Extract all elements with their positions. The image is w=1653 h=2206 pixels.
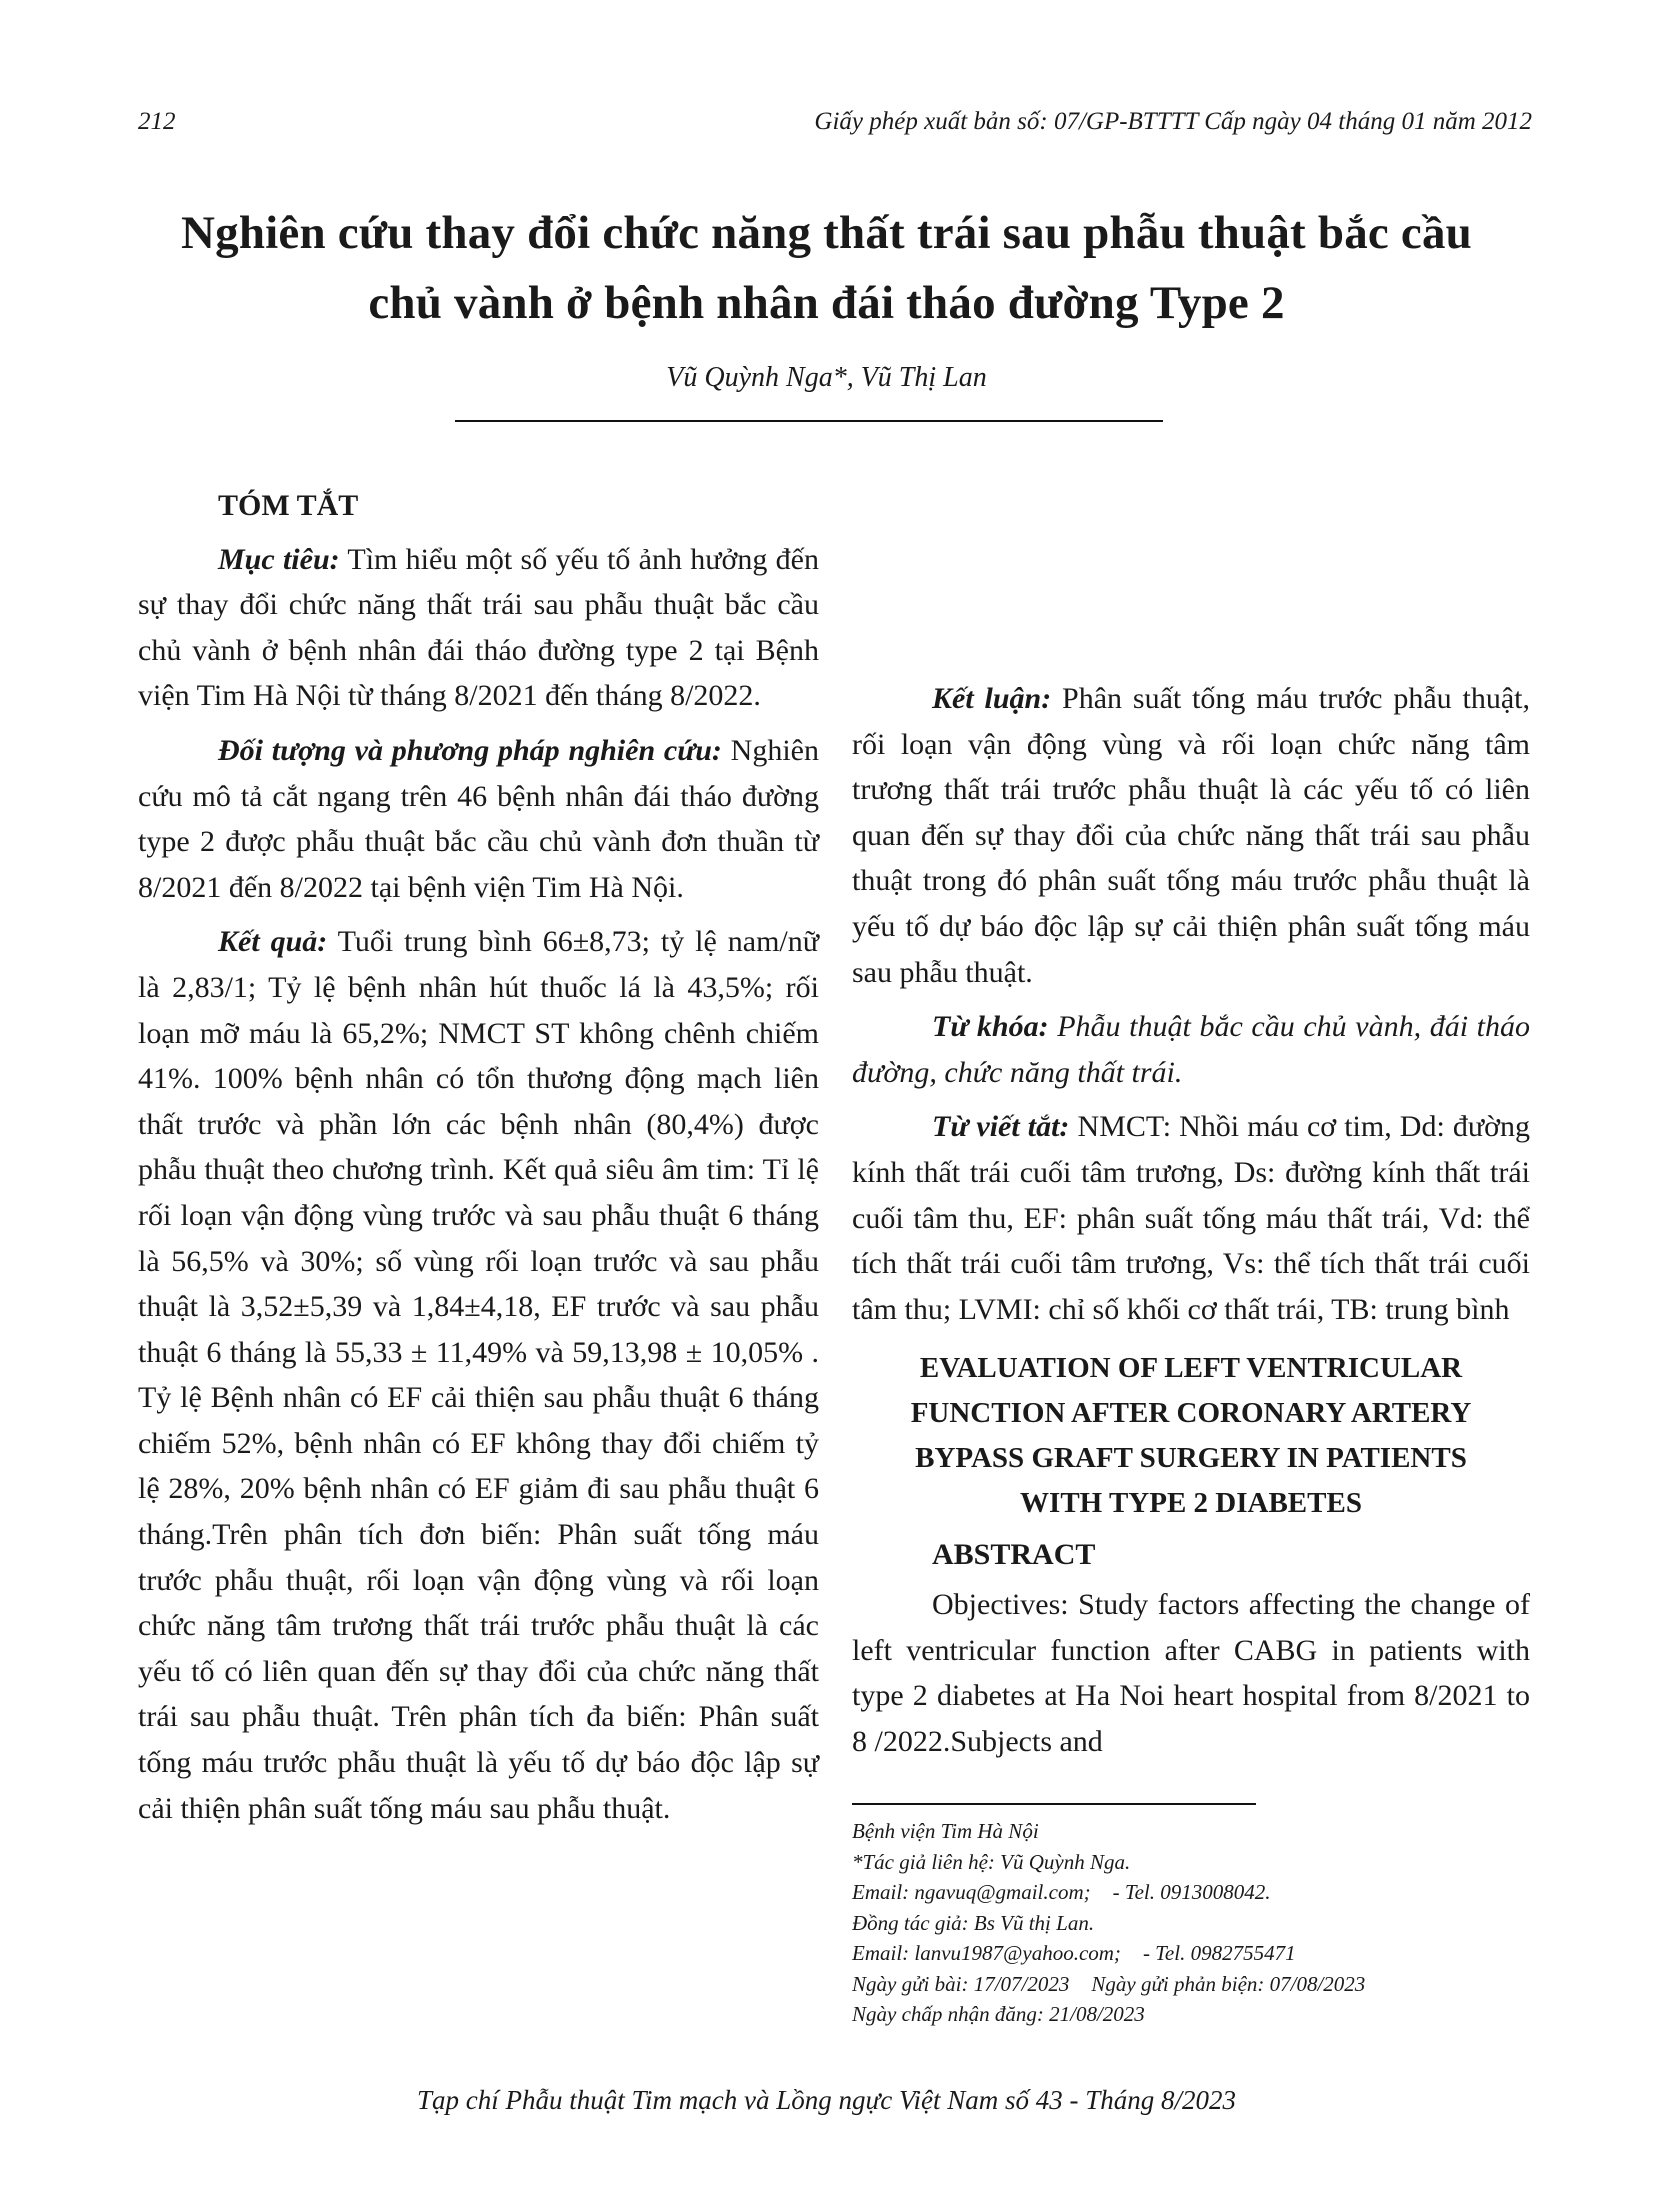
- english-title-line-2: FUNCTION AFTER CORONARY ARTERY: [910, 1397, 1472, 1430]
- affiliation: Bệnh viện Tim Hà Nội: [852, 1819, 1039, 1843]
- tel-2: - Tel. 0982755471: [1142, 1941, 1296, 1965]
- reviewed-date: Ngày gửi phản biện: 07/08/2023: [1091, 1971, 1366, 1996]
- methods-label: Đối tượng và phương pháp nghiên cứu:: [218, 733, 722, 767]
- conclusion-label: Kết luận:: [932, 682, 1052, 715]
- methods-paragraph: [138, 728, 819, 910]
- abstract-paragraph: Objectives: Study factors affecting the change of left ventricular function after CABG in patients with type 2 diabetes at Ha Noi heart hospital from 8/2021 to 8 /2022.Subjects and: [852, 1587, 1530, 1758]
- results-label: Kết quả:: [218, 925, 328, 959]
- coauthor: Đồng tác giả: Bs Vũ thị Lan.: [852, 1910, 1095, 1935]
- title-line-2: chủ vành ở bệnh nhân đái tháo đường Type 2: [368, 277, 1285, 329]
- keywords-label: Từ khóa:: [932, 1010, 1049, 1044]
- abstract-heading: ABSTRACT: [932, 1538, 1096, 1572]
- title-line-1: Nghiên cứu thay đổi chức năng thất trái sau phẫu thuật bắc cầu: [180, 207, 1472, 259]
- submitted-date: Ngày gửi bài: 17/07/2023: [852, 1971, 1070, 1996]
- abbreviations-text: NMCT: Nhồi máu cơ tim, Dd: đường kính thất trái cuối tâm trương, Ds: đường kính thất trái cuối tâm thu, EF: phân suất tống máu thất trái, Vd: thể tích thất trái cuối tâm trương, Vs: thể tích thất trái cuối tâm thu; LVMI: chỉ số khối cơ thất trái, TB: trung bình: [852, 1110, 1531, 1326]
- right-column: [852, 478, 1530, 1764]
- contact-line-2: [852, 1938, 1552, 1969]
- conclusion-text: Phân suất tống máu trước phẫu thuật, rối loạn vận động vùng và rối loạn chức năng tâm trương thất trái trước phẫu thuật là các yếu tố có liên quan đến sự thay đổi của chức năng thất trái sau phẫu thuật trong đó phân suất tống máu trước phẫu thuật là yếu tố dự báo độc lập sự cải thiện phân suất tống máu sau phẫu thuật.: [852, 682, 1530, 989]
- english-title-line-4: WITH TYPE 2 DIABETES: [1020, 1487, 1362, 1520]
- page-number: 212: [138, 108, 176, 135]
- journal-footer: Tạp chí Phẫu thuật Tim mạch và Lồng ngực Việt Nam số 43 - Tháng 8/2023: [417, 2085, 1236, 2115]
- objective-label: Mục tiêu:: [218, 542, 340, 576]
- footnotes: [852, 1816, 1552, 2030]
- footnote-divider: [852, 1803, 1256, 1805]
- results-text: Tuổi trung bình 66±8,73; tỷ lệ nam/nữ là 2,83/1; Tỷ lệ bệnh nhân hút thuốc lá là 43,5%; rối loạn mỡ máu là 65,2%; NMCT ST không chênh chiếm 41%. 100% bệnh nhân có tổn thương động mạch liên thất trước và phần lớn các bệnh nhân (80,4%) được phẫu thuật theo chương trình. Kết quả siêu âm tim: Tỉ lệ rối loạn vận động vùng trước và sau phẫu thuật 6 tháng là 56,5% và 30%; số vùng rối loạn trước và sau phẫu thuật là 3,52±5,39 và 1,84±4,18, EF trước và sau phẫu thuật 6 tháng là 55,33 ± 11,49% và 59,13,98 ± 10,05% . Tỷ lệ Bệnh nhân có EF cải thiện sau phẫu thuật 6 tháng chiếm 52%, bệnh nhân có EF không thay đổi chiếm tỷ lệ 28%, 20% bệnh nhân có EF giảm đi sau phẫu thuật 6 tháng.Trên phân tích đơn biến: Phân suất tống máu trước phẫu thuật, rối loạn vận động vùng và rối loạn chức năng tâm trương thất trái trước phẫu thuật là các yếu tố có liên quan đến sự thay đổi của chức năng thất trái sau phẫu thuật. Trên phân tích đa biến: Phân suất tống máu trước phẫu thuật là yếu tố dự báo độc lập sự cải thiện phân suất tống máu sau phẫu thuật.: [138, 925, 819, 1825]
- conclusion-paragraph: [852, 676, 1530, 995]
- keywords-paragraph: [852, 1004, 1530, 1095]
- license-line: Giấy phép xuất bản số: 07/GP-BTTTT Cấp ngày 04 tháng 01 năm 2012: [814, 108, 1532, 135]
- author-divider: [455, 420, 1163, 422]
- objective-text: Tìm hiểu một số yếu tố ảnh hưởng đến sự thay đổi chức năng thất trái sau phẫu thuật bắc cầu chủ vành ở bệnh nhân đái tháo đường type 2 tại Bệnh viện Tim Hà Nội từ tháng 8/2021 đến tháng 8/2022.: [138, 542, 819, 713]
- abbreviations-label: Từ viết tắt:: [932, 1110, 1070, 1144]
- left-column: [138, 483, 819, 1831]
- english-title-line-1: EVALUATION OF LEFT VENTRICULAR: [919, 1352, 1463, 1385]
- abbreviations-paragraph: [852, 1104, 1530, 1332]
- english-title: [852, 1346, 1530, 1526]
- objective-paragraph: [138, 537, 819, 719]
- results-paragraph: [138, 919, 819, 1831]
- methods-text: Nghiên cứu mô tả cắt ngang trên 46 bệnh nhân đái tháo đường type 2 được phẫu thuật bắc cầu chủ vành đơn thuần từ 8/2021 đến 8/2022 tại bệnh viện Tim Hà Nội.: [138, 733, 819, 904]
- contact-line-1: [852, 1877, 1552, 1908]
- accepted-date: Ngày chấp nhận đăng: 21/08/2023: [852, 2002, 1145, 2026]
- email-2: Email: lanvu1987@yahoo.com;: [852, 1941, 1121, 1965]
- article-title: [100, 198, 1553, 338]
- email-1: Email: ngavuq@gmail.com;: [852, 1880, 1091, 1904]
- keywords-text: Phẫu thuật bắc cầu chủ vành, đái tháo đường, chức năng thất trái.: [852, 1010, 1530, 1089]
- corresponding-author: *Tác giả liên hệ: Vũ Quỳnh Nga.: [852, 1849, 1131, 1874]
- english-title-line-3: BYPASS GRAFT SURGERY IN PATIENTS: [915, 1442, 1467, 1475]
- dates-line: [852, 1969, 1552, 2000]
- authors: Vũ Quỳnh Nga*, Vũ Thị Lan: [666, 362, 987, 393]
- summary-heading: TÓM TẮT: [218, 489, 359, 522]
- tel-1: - Tel. 0913008042.: [1112, 1880, 1271, 1904]
